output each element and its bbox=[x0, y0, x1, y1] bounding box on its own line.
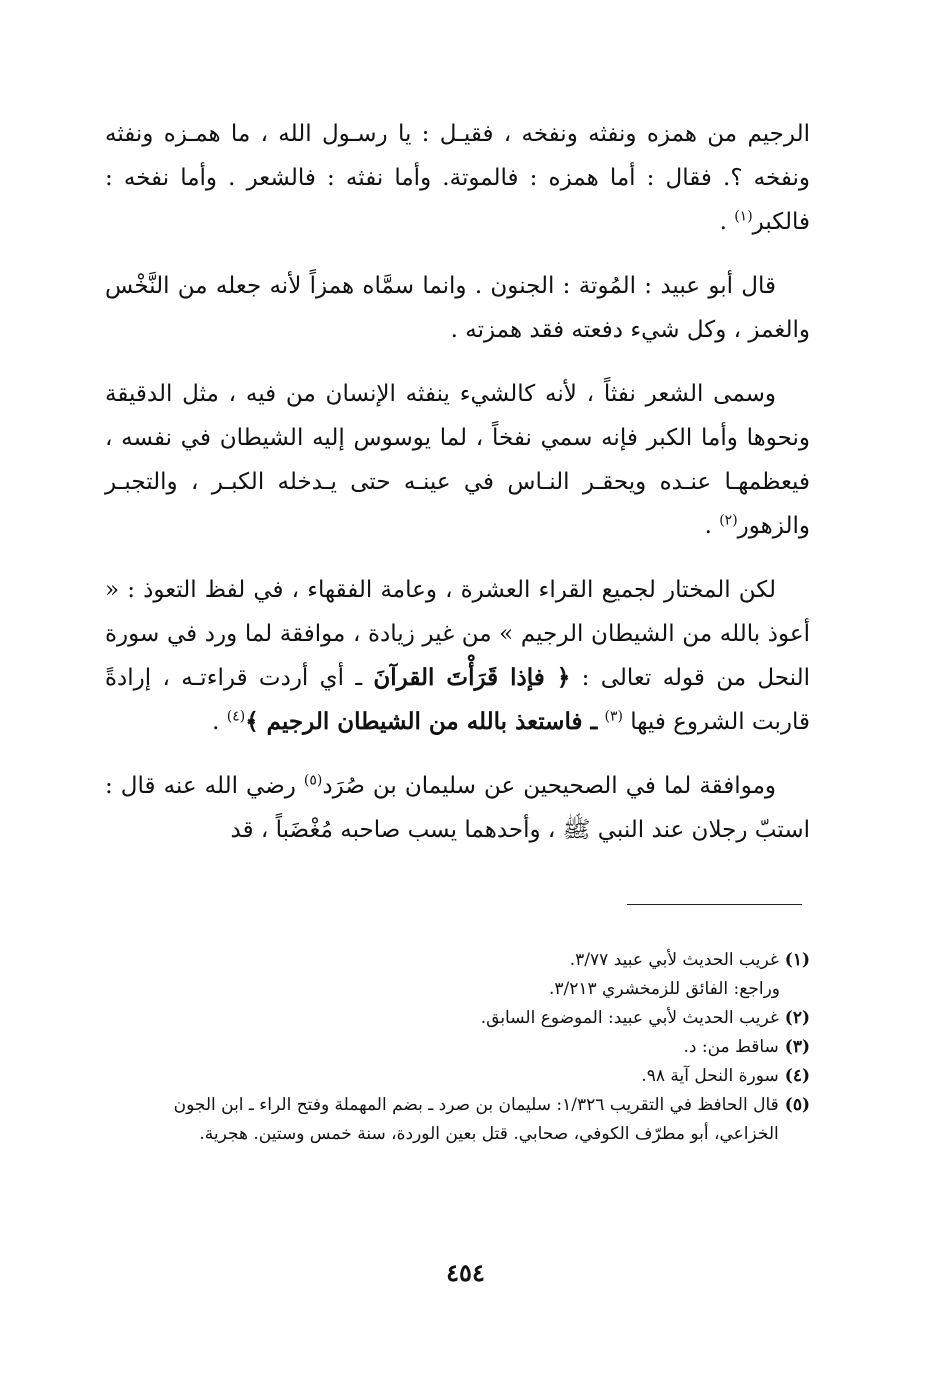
footnote-number: (٤) bbox=[784, 1066, 810, 1086]
footnote-text: غريب الحديث لأبي عبيد: الموضوع السابق. bbox=[480, 1008, 779, 1028]
footnote-separator bbox=[627, 904, 802, 905]
footnote-number: (١) bbox=[784, 950, 810, 970]
footnote-text: ساقط من: د. bbox=[683, 1037, 779, 1057]
quran-quote-b: ـ فاستعذ بالله من الشيطان الرجيم ﴾ bbox=[245, 708, 598, 735]
footnote-5 bbox=[105, 1091, 810, 1149]
paragraph-1 bbox=[105, 112, 810, 244]
footnote-ref-5[interactable]: (٥) bbox=[303, 772, 323, 789]
footnote-ref-1[interactable]: (١) bbox=[734, 208, 753, 225]
footnote-1 bbox=[105, 946, 810, 975]
footnote-2 bbox=[105, 1004, 810, 1033]
footnotes bbox=[105, 946, 810, 1149]
paragraph-3-tail: . bbox=[704, 513, 720, 539]
paragraph-4 bbox=[105, 568, 810, 744]
main-text bbox=[105, 112, 810, 872]
paragraph-3-text: وسمى الشعر نفثاً ، لأنه كالشيء ينفثه الإنسان من فيه ، مثل الدقيقة ونحوها وأما الكبر فإنه سمي نفخاً ، لما يوسوس إليه الشيطان في نفسه ، فيعظمهـا عنـده ويحقـر النـاس في عينـه حتى يـدخله الكبـر ، والتجبـر والزهور bbox=[105, 381, 810, 539]
paragraph-5 bbox=[105, 764, 810, 852]
paragraph-2-text: قال أبو عبيد : المُوتة : الجنون . وانما سمَّاه همزاً لأنه جعله من النَّخْس والغمز ، وكل شيء دفعته فقد همزته . bbox=[105, 273, 810, 343]
footnote-number: (٣) bbox=[784, 1037, 810, 1057]
footnote-text: غريب الحديث لأبي عبيد ٣/٧٧. bbox=[569, 950, 779, 970]
paragraph-1-text: الرجيم من همزه ونفثه ونفخه ، فقيـل : يا رسـول الله ، ما همـزه ونفثه ونفخه ؟. فقال : أما همزه : فالموتة. وأما نفثه : فالشعر . وأما نفخه : فالكبر bbox=[105, 121, 810, 235]
footnote-text: سورة النحل آية ٩٨. bbox=[641, 1066, 779, 1086]
paragraph-2 bbox=[105, 264, 810, 352]
paragraph-4-text-a: لكن المختار لجميع القراء العشرة ، وعامة الفقهاء ، في لفظ التعوذ : « أعوذ بالله من الشيطان الرجيم » من غير زيادة ، موافقة لما ورد في سورة النحل من قوله تعالى : bbox=[105, 577, 810, 691]
paragraph-3 bbox=[105, 372, 810, 548]
footnote-number: (٥) bbox=[784, 1095, 810, 1115]
footnote-ref-3[interactable]: (٣) bbox=[604, 708, 623, 725]
footnote-1-continuation: وراجع: الفائق للزمخشري ٣/٢١٣. bbox=[548, 979, 780, 999]
paragraph-1-tail: . bbox=[719, 209, 735, 235]
paragraph-4-tail: . bbox=[212, 709, 227, 735]
footnote-ref-4[interactable]: (٤) bbox=[226, 708, 246, 725]
footnote-ref-2[interactable]: (٢) bbox=[719, 512, 738, 529]
paragraph-5-text-a: وموافقة لما في الصحيحين عن سليمان بن صُرَد bbox=[322, 773, 776, 799]
footnote-4 bbox=[105, 1062, 810, 1091]
page-number: ٤٥٤ bbox=[446, 1258, 485, 1287]
footnote-3 bbox=[105, 1033, 810, 1062]
footnote-number: (٢) bbox=[784, 1008, 810, 1028]
quran-quote-a: ﴿ فإذا قَرَأْتَ القرآنَ bbox=[373, 664, 571, 691]
paragraph-5-text-b: رضي الله عنه قال : استبّ رجلان عند النبي ﷺ ، وأحدهما يسب صاحبه مُغْضَباً ، قد bbox=[105, 773, 810, 843]
footnote-text: قال الحافظ في التقريب ١/٣٢٦: سليمان بن صرد ـ بضم المهملة وفتح الراء ـ ابن الجون الخزاعي، أبو مطرّف الكوفي، صحابي. قتل بعين الوردة، سنة خمس وستين. هجرية. bbox=[173, 1095, 779, 1144]
paragraph-4-text-b: ـ أي أردت قراءتـه ، إرادةً قاربت الشروع فيها bbox=[105, 665, 810, 735]
